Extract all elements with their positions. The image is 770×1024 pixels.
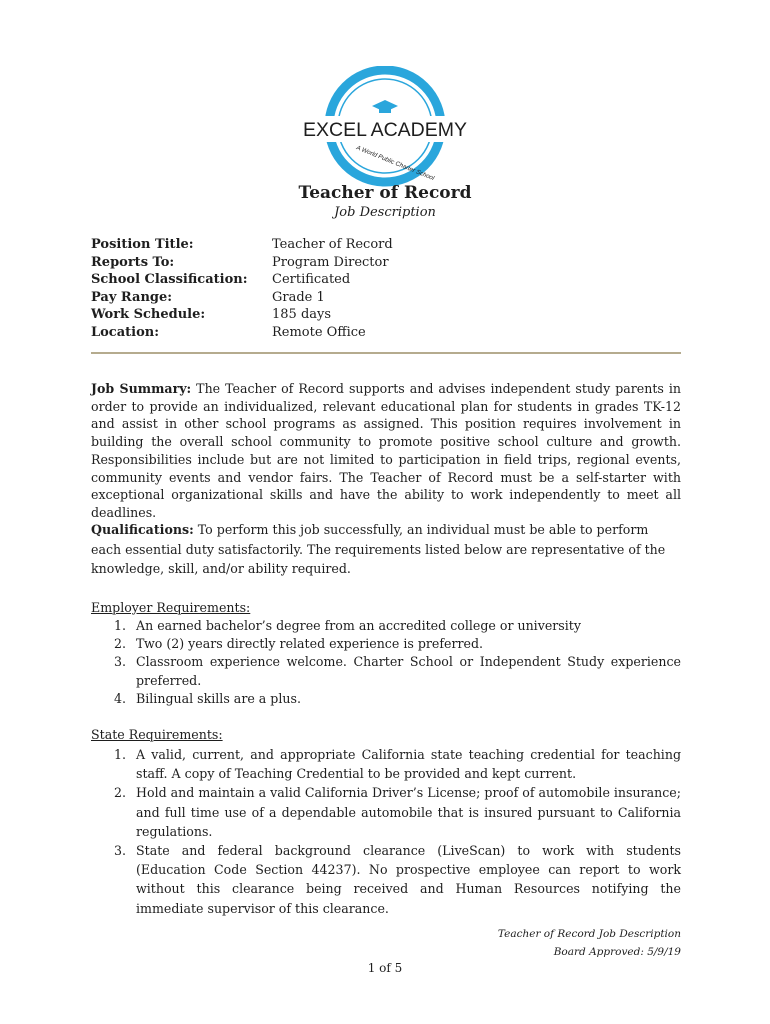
qualifications-label: Qualifications: <box>91 522 194 537</box>
graduation-cap-icon <box>372 100 398 113</box>
page-title: Teacher of Record <box>298 183 472 203</box>
section-divider <box>91 352 681 354</box>
detail-row-work-schedule <box>91 306 393 324</box>
svg-text:★: ★ <box>382 83 389 91</box>
job-summary-label: Job Summary: <box>91 381 192 396</box>
list-text: Classroom experience welcome. Charter School or Independent Study experience preferred. <box>136 654 681 688</box>
svg-text:★: ★ <box>368 85 375 93</box>
state-requirements-list <box>91 745 681 918</box>
list-number: 3. <box>113 654 126 670</box>
list-text: Hold and maintain a valid California Driver’s License; proof of automobile insurance; and full time use of a dependable automobile that is insured pursuant to California regulations. <box>136 785 681 839</box>
svg-text:★: ★ <box>354 90 361 98</box>
job-summary-text: The Teacher of Record supports and advises independent study parents in order to provide an individualized, relevant educational plan for students in grades TK-12 and assist in other school programs as assigned. This position requires involvement in building the overall school community to promote positive school culture and growth. Responsibilities include but are not limited to participation in field trips, regional events, community events and vendor fairs. The Teacher of Record must be a self-starter with exceptional organizational skills and have the ability to work independently to meet all deadlines. <box>91 381 681 520</box>
svg-text:★: ★ <box>396 85 403 93</box>
qualifications <box>91 520 681 579</box>
list-number: 1. <box>113 618 126 633</box>
list-text: An earned bachelor’s degree from an accredited college or university <box>136 618 581 633</box>
detail-value: Certificated <box>272 272 351 288</box>
detail-value: Teacher of Record <box>272 237 393 252</box>
list-item <box>91 617 681 635</box>
page-subtitle: Job Description <box>334 205 436 220</box>
logo-name: EXCEL ACADEMY <box>303 119 467 141</box>
list-text: State and federal background clearance (LiveScan) to work with students (Education Code Section 44237). No prospective employee can report to work without this clearance being received and Human Resources notifying the immediate supervisor of this clearance. <box>136 843 681 916</box>
footer-approved-date: Board Approved: 5/9/19 <box>553 946 681 958</box>
detail-row-school-classification <box>91 271 393 289</box>
job-summary <box>91 380 681 522</box>
list-text: Bilingual skills are a plus. <box>136 690 301 706</box>
list-item <box>91 841 681 918</box>
list-number: 3. <box>113 843 126 859</box>
detail-row-pay-range <box>91 289 393 307</box>
detail-value: Remote Office <box>272 324 366 340</box>
excel-academy-logo <box>288 66 482 198</box>
detail-label: Position Title: <box>91 237 194 252</box>
detail-label: Pay Range: <box>91 289 173 305</box>
detail-label: Work Schedule: <box>91 307 206 323</box>
list-number: 2. <box>113 636 126 652</box>
list-number: 1. <box>113 747 126 762</box>
employer-requirements-list <box>91 617 681 708</box>
detail-row-position-title <box>91 236 393 254</box>
state-requirements-heading: State Requirements: <box>91 727 223 742</box>
list-number: 4. <box>113 690 126 706</box>
detail-label: Reports To: <box>91 254 175 270</box>
detail-value: 185 days <box>272 307 332 323</box>
list-text: Two (2) years directly related experience is preferred. <box>136 636 484 652</box>
list-item <box>91 635 681 653</box>
list-number: 2. <box>113 785 126 801</box>
detail-value: Program Director <box>272 254 389 270</box>
detail-row-reports-to <box>91 254 393 272</box>
detail-value: Grade 1 <box>272 289 325 305</box>
page-number: 1 of 5 <box>367 961 403 975</box>
employer-requirements-heading: Employer Requirements: <box>91 600 251 615</box>
detail-row-location <box>91 324 393 342</box>
position-details <box>91 236 393 342</box>
svg-text:★: ★ <box>410 90 417 98</box>
logo-tagline: A World Public Charter School <box>355 144 436 183</box>
footer-doc-name: Teacher of Record Job Description <box>497 928 681 940</box>
qualifications-text: To perform this job successfully, an individual must be able to perform each essential duty satisfactorily. The requirements listed below are representative of the knowledge, skill, and/or ability required. <box>91 522 666 577</box>
list-item <box>91 783 681 841</box>
list-item <box>91 745 681 783</box>
list-item <box>91 690 681 708</box>
detail-label: Location: <box>91 324 160 340</box>
list-item <box>91 653 681 689</box>
detail-label: School Classification: <box>91 272 248 288</box>
list-text: A valid, current, and appropriate California state teaching credential for teaching staff. A copy of Teaching Credential to be provided and kept current. <box>136 747 681 782</box>
